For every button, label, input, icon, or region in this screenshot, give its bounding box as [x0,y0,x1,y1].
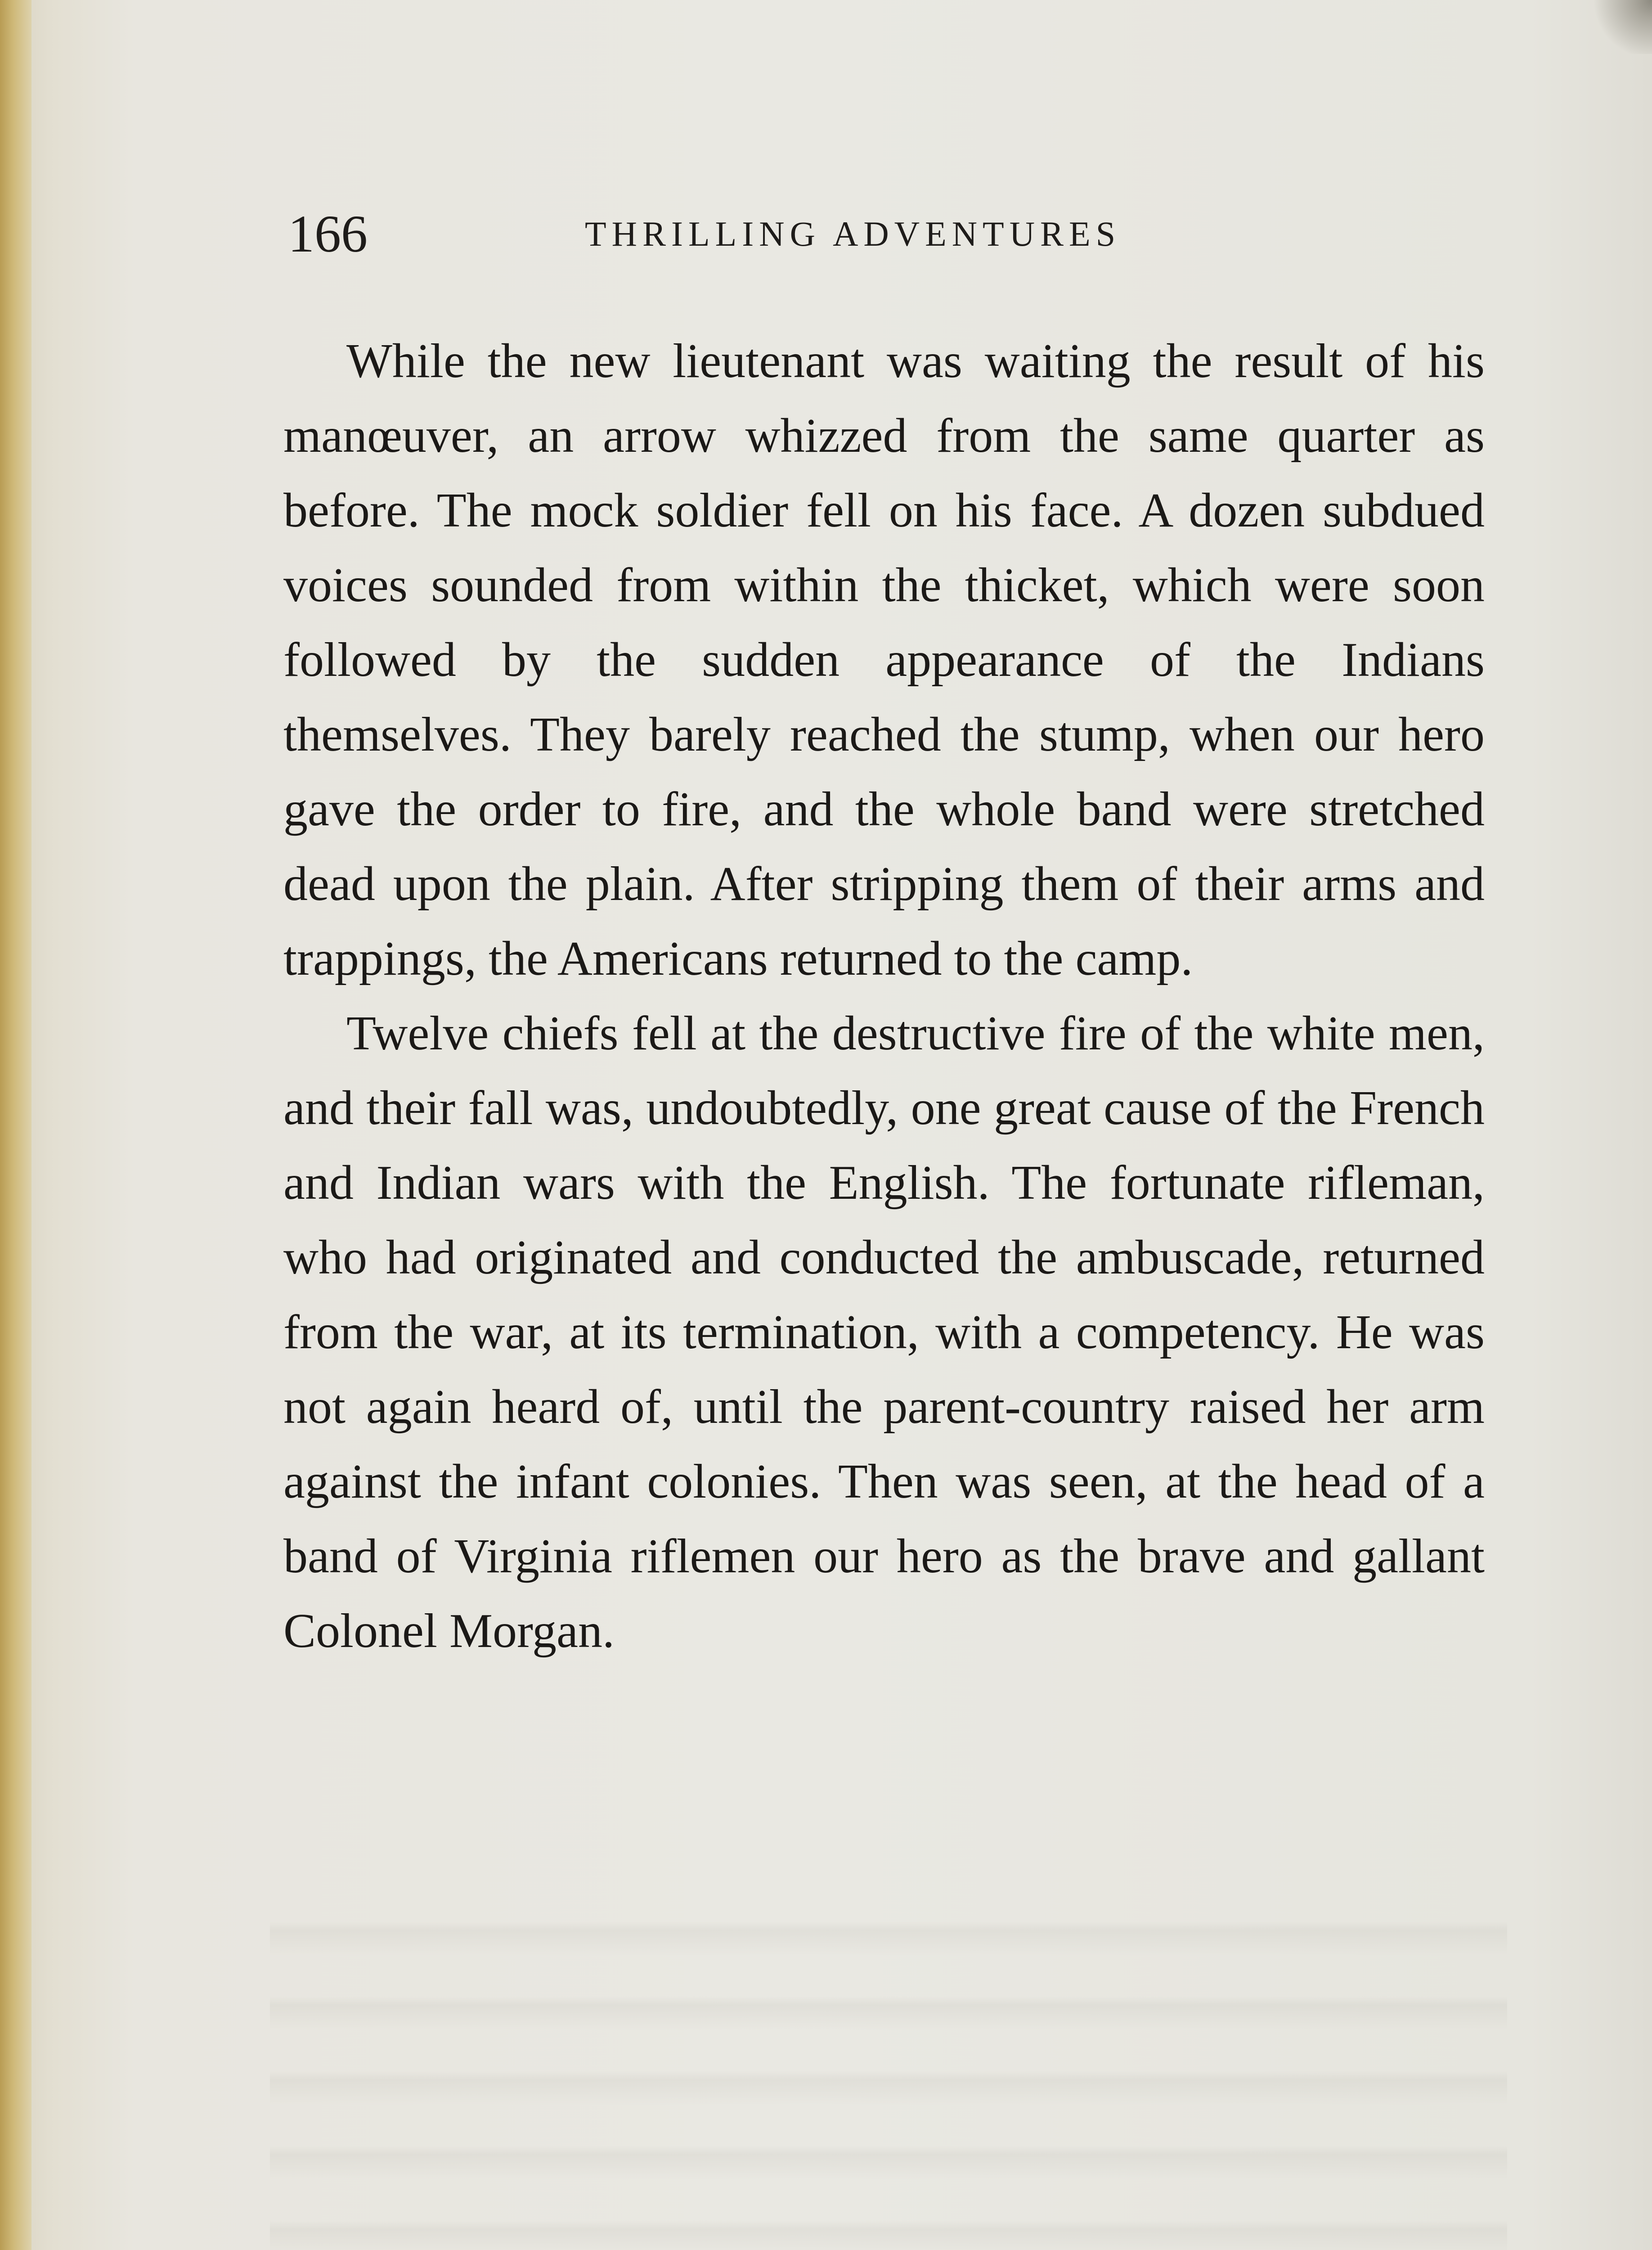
running-head: THRILLING ADVENTURES [585,214,1121,253]
paragraph: Twelve chiefs fell at the destructive fire of the white men, and their fall was, undoubtedly, one great cause of the French and Indian wars with the English. The fortunate rifleman, who had originated and conducted the ambuscade, returned from the war, at its termination, with a competency. He was not again heard of, until the parent-country raised her arm against the infant colonies. Then was seen, at the head of a band of Virginia riflemen our hero as the brave and gallant Colonel Morgan. [283,1007,1485,1658]
binding-edge [0,0,31,2250]
show-through-bleed [270,1881,1507,2250]
page-header [288,198,1485,270]
paragraph: While the new lieutenant was waiting the result of his manœuver, an arrow whizzed from the same quarter as before. The mock soldier fell on his face. A dozen subdued voices sounded from within the thicket, which were soon followed by the sudden appearance of the Indians themselves. They barely reached the stump, when our hero gave the order to fire, and the whole band were stretched dead upon the plain. After stripping them of their arms and trappings, the Americans returned to the camp. [283,334,1485,986]
corner-stain [1580,0,1652,54]
page-number: 166 [288,204,368,263]
body-text [283,324,1485,1669]
